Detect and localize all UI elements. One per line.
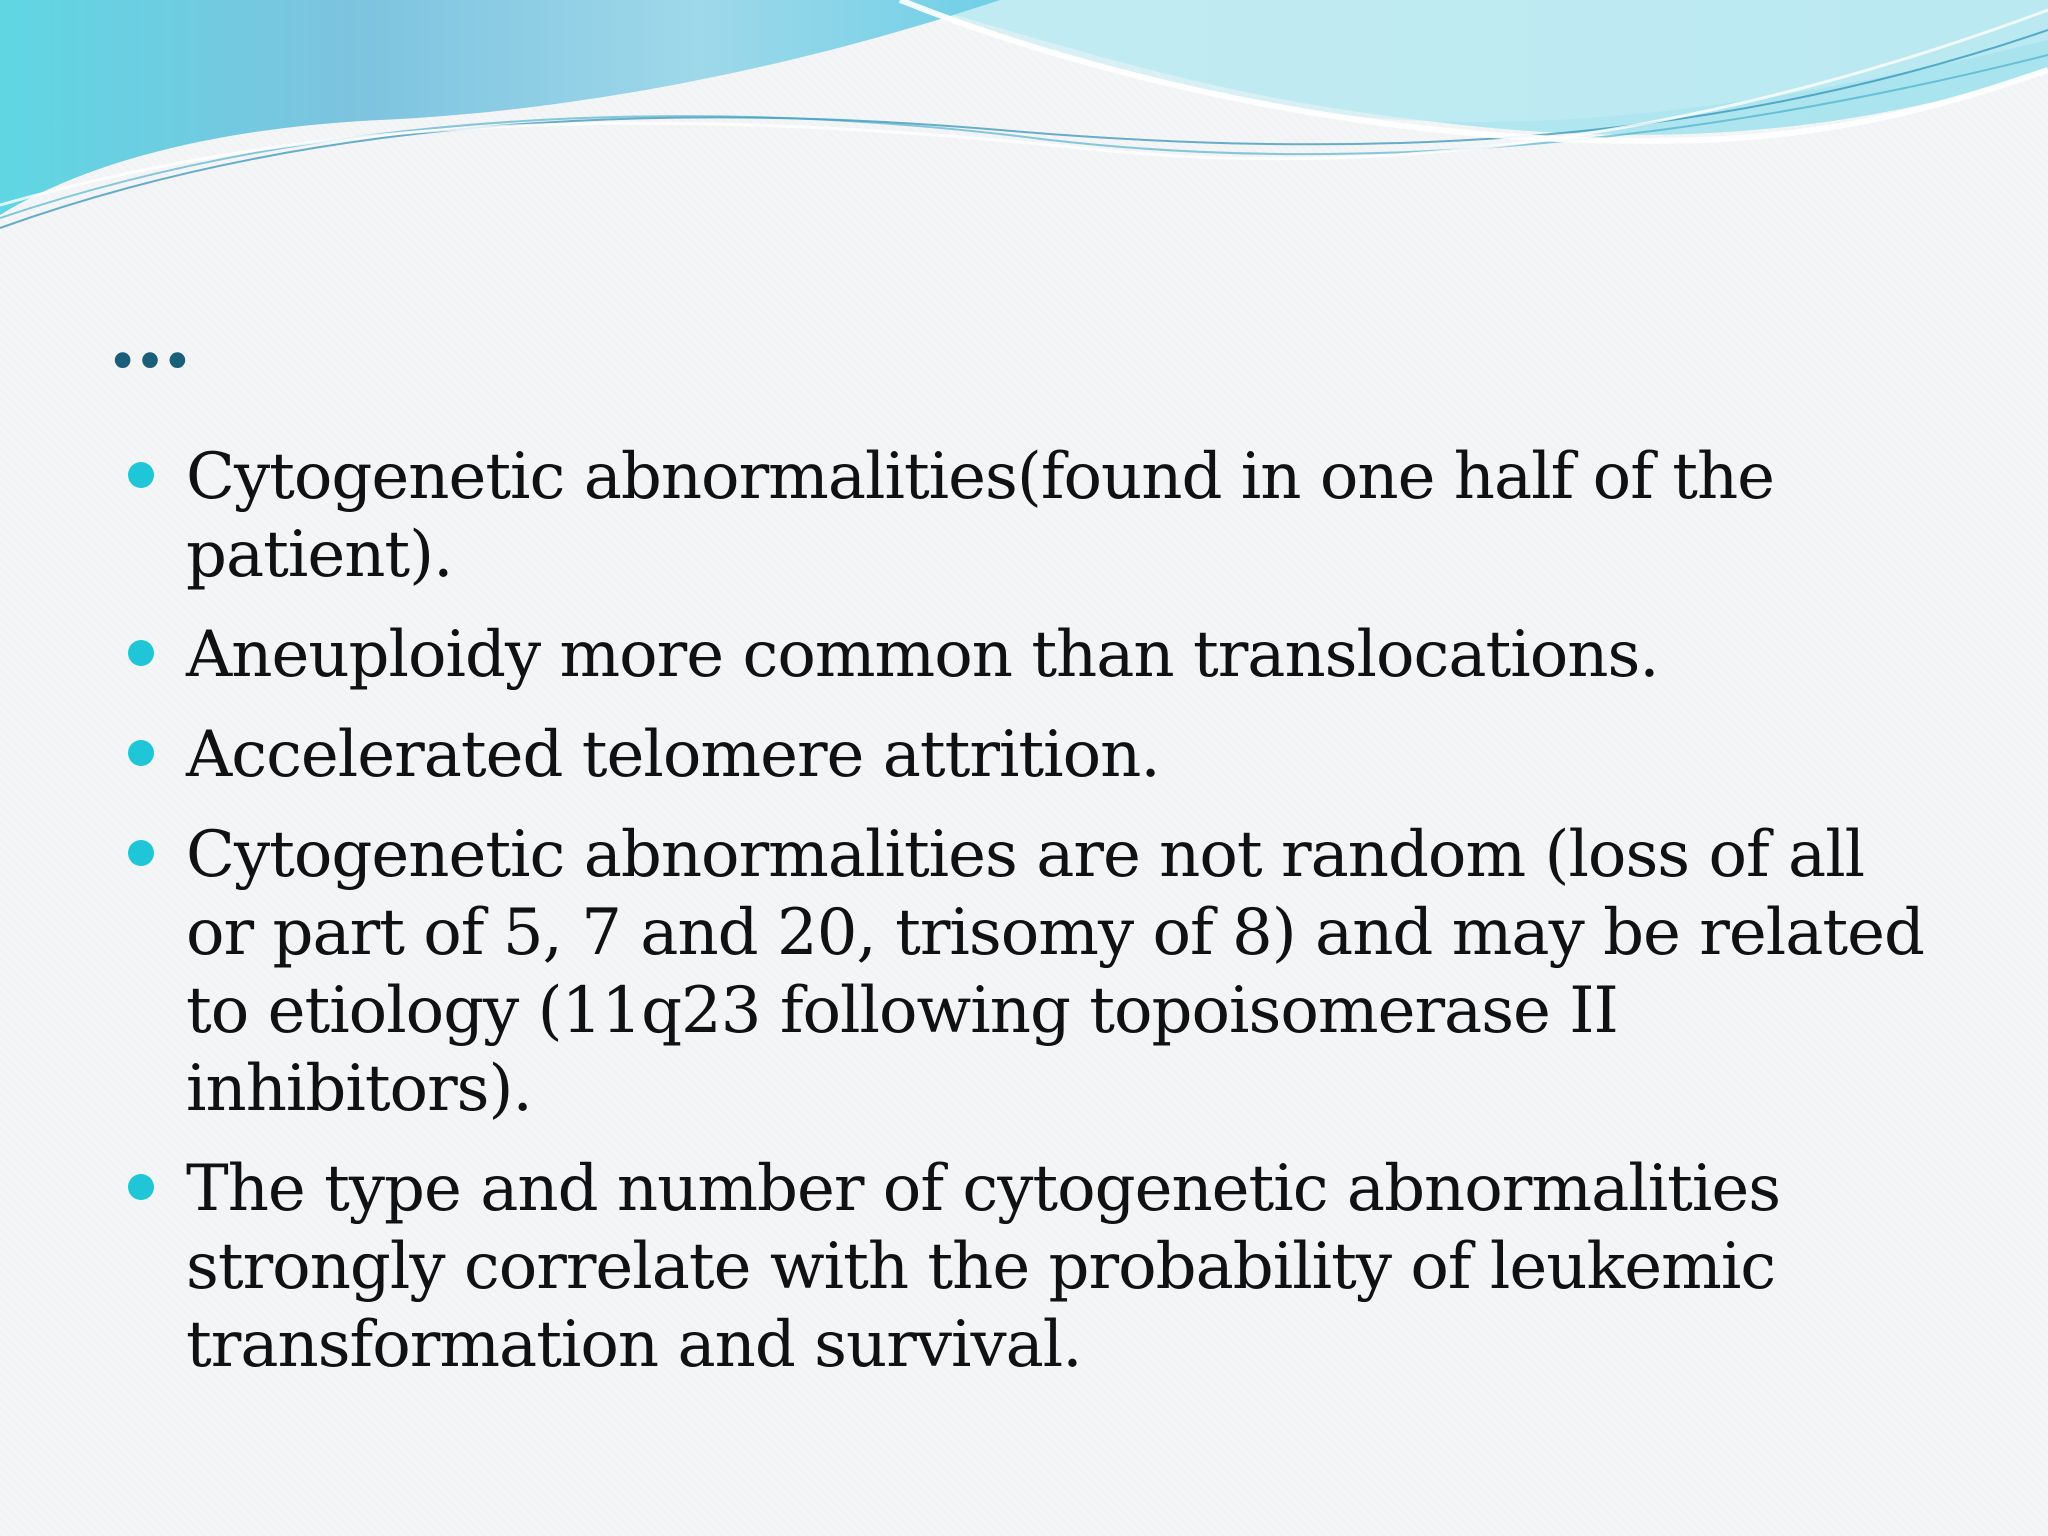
bullet-list [128,438,1948,1406]
bullet-text: The type and number of cytogenetic abnormalities strongly correlate with the probability of leukemic transformation and survival. [186,1152,1781,1382]
bullet-item [128,1150,1948,1384]
bullet-dot-icon [128,740,154,766]
bullet-item [128,816,1948,1128]
slide-title: … [108,288,196,387]
bullet-dot-icon [128,1174,154,1200]
bullet-dot-icon [128,840,154,866]
bullet-item [128,616,1948,694]
header-wave-decoration [0,0,2048,240]
bullet-dot-icon [128,640,154,666]
bullet-item [128,716,1948,794]
bullet-text: Cytogenetic abnormalities are not random (loss of all or part of 5, 7 and 20, trisomy of 8) and may be related to etiology (11q23 following topoisomerase II inhibitors). [186,818,1924,1126]
bullet-text: Aneuploidy more common than translocations. [186,618,1659,692]
bullet-item [128,438,1948,594]
bullet-text: Accelerated telomere attrition. [186,718,1160,792]
bullet-dot-icon [128,462,154,488]
bullet-text: Cytogenetic abnormalities(found in one half of the patient). [186,440,1775,592]
